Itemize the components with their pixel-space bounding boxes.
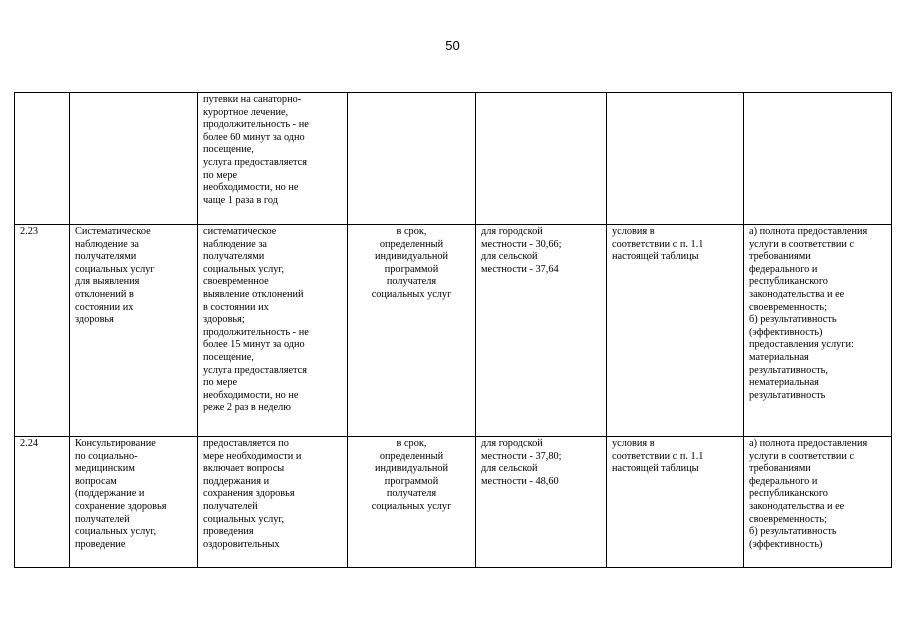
cell-number [15,93,70,225]
table-row [15,93,892,225]
cell-conditions: условия в соответствии с п. 1.1 настоящей таблицы [607,437,744,568]
cell-description: путевки на санаторно- курортное лечение, продолжительность - не более 60 минут за одно посещение, услуга предоставляется по мере необходимости, но не чаще 1 раза в год [198,93,348,225]
cell-conditions: условия в соответствии с п. 1.1 настоящей таблицы [607,225,744,437]
cell-criteria: а) полнота предоставления услуги в соответствии с требованиями федерального и республиканского законодательства и ее своевременность; б) результативность (эффективность) [744,437,892,568]
cell-description: систематическое наблюдение за получателями социальных услуг, своевременное выявление отклонений в состоянии их здоровья; продолжительность - не более 15 минут за одно посещение, услуга предоставляется по мере необходимости, но не реже 2 раз в неделю [198,225,348,437]
cell-rate: для городской местности - 30,66; для сельской местности - 37,64 [476,225,607,437]
table-row [15,225,892,437]
cell-criteria [744,93,892,225]
cell-number: 2.23 [15,225,70,437]
cell-service-name: Консультирование по социально- медицинским вопросам (поддержание и сохранение здоровья получателей социальных услуг, проведение [70,437,198,568]
cell-terms: в срок, определенный индивидуальной программой получателя социальных услуг [348,437,476,568]
cell-service-name: Систематическое наблюдение за получателями социальных услуг для выявления отклонений в состоянии их здоровья [70,225,198,437]
cell-rate: для городской местности - 37,80; для сельской местности - 48,60 [476,437,607,568]
page-number: 50 [445,38,460,53]
cell-criteria: а) полнота предоставления услуги в соответствии с требованиями федерального и республиканского законодательства и ее своевременность; б) результативность (эффективность) предоставления услуги: материальная результативность, нематериальная результативность [744,225,892,437]
cell-number: 2.24 [15,437,70,568]
cell-terms: в срок, определенный индивидуальной программой получателя социальных услуг [348,225,476,437]
services-table [14,92,892,568]
cell-conditions [607,93,744,225]
cell-rate [476,93,607,225]
cell-description: предоставляется по мере необходимости и включает вопросы поддержания и сохранения здоровья получателей социальных услуг, проведения оздоровительных [198,437,348,568]
table-row [15,437,892,568]
cell-service-name [70,93,198,225]
cell-terms [348,93,476,225]
